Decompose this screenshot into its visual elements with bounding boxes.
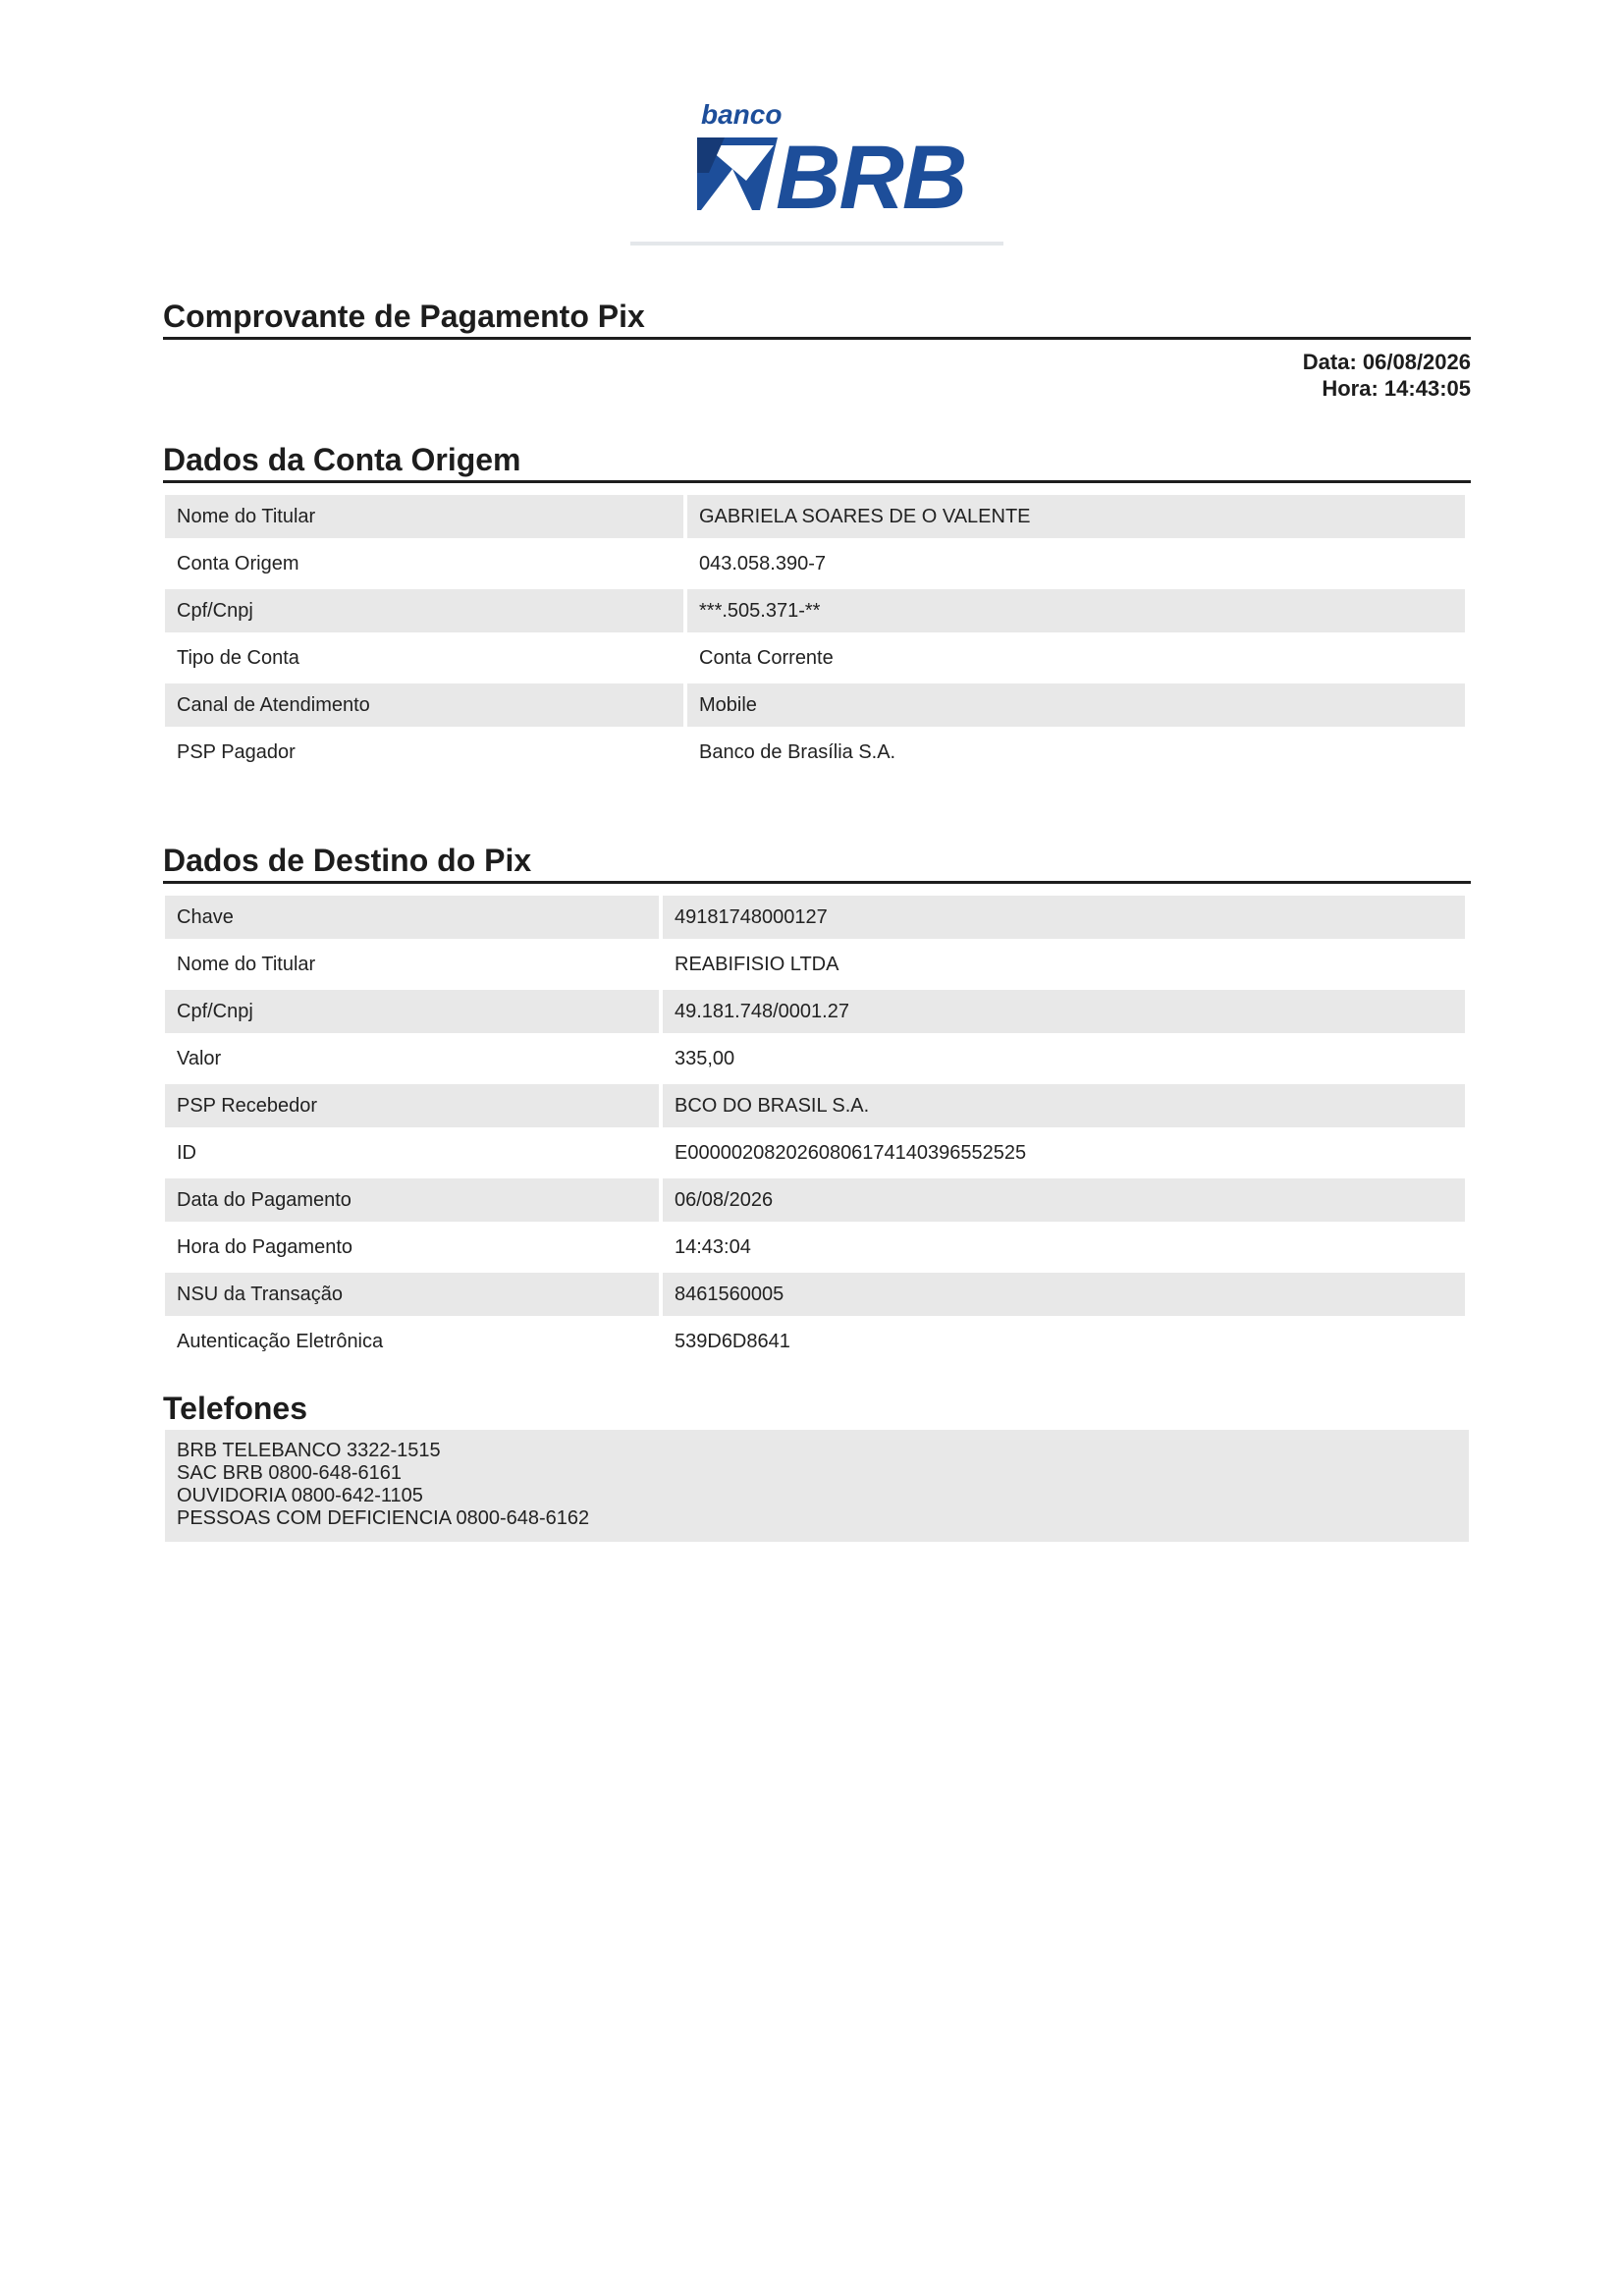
phone-line: PESSOAS COM DEFICIENCIA 0800-648-6162 <box>177 1507 590 1529</box>
row-label: Conta Origem <box>177 552 299 574</box>
row-value: GABRIELA SOARES DE O VALENTE <box>687 495 1465 538</box>
logo-brand-text: BRB <box>776 128 966 228</box>
row-label: Nome do Titular <box>177 953 316 975</box>
table-row <box>165 1037 1465 1080</box>
row-label: PSP Recebedor <box>165 1084 659 1127</box>
row-label: Cpf/Cnpj <box>165 589 683 632</box>
row-label: Canal de Atendimento <box>165 683 683 727</box>
row-label: PSP Pagador <box>177 740 296 763</box>
row-value: Banco de Brasília S.A. <box>699 740 896 763</box>
phone-line: SAC BRB 0800-648-6161 <box>177 1462 403 1484</box>
table-row <box>165 542 1465 585</box>
phone-line: BRB TELEBANCO 3322-1515 <box>177 1440 441 1461</box>
destination-section <box>163 841 1471 1367</box>
row-label: NSU da Transação <box>165 1273 659 1316</box>
table-row <box>165 943 1465 986</box>
table-row <box>165 636 1465 680</box>
issue-datetime <box>163 349 1471 402</box>
row-label: ID <box>177 1141 196 1164</box>
destination-table <box>161 892 1469 1367</box>
row-label: Hora do Pagamento <box>177 1235 353 1258</box>
origin-account-section <box>163 440 1471 778</box>
row-value: Conta Corrente <box>699 646 834 669</box>
table-row <box>165 990 1465 1033</box>
table-row <box>165 1320 1465 1363</box>
row-value: ***.505.371-** <box>687 589 1465 632</box>
origin-section-title: Dados da Conta Origem <box>163 440 1471 483</box>
row-value: BCO DO BRASIL S.A. <box>663 1084 1465 1127</box>
row-value: 335,00 <box>675 1047 735 1069</box>
origin-table <box>161 491 1469 778</box>
phones-section-title: Telefones <box>163 1391 307 1426</box>
phone-line: OUVIDORIA 0800-642-1105 <box>177 1485 423 1506</box>
issue-time: Hora: 14:43:05 <box>1322 376 1471 401</box>
phones-box <box>165 1430 1469 1542</box>
row-value: 14:43:04 <box>675 1235 751 1258</box>
phones-section <box>163 1391 1471 1542</box>
table-row <box>165 683 1465 727</box>
row-value: E0000020820260806174140396552525 <box>675 1141 1027 1164</box>
receipt-header <box>163 297 1471 402</box>
table-row <box>165 1084 1465 1127</box>
row-value: Mobile <box>687 683 1465 727</box>
brb-logo-graphic <box>630 94 1003 242</box>
logo-divider <box>630 242 1003 246</box>
row-label: Cpf/Cnpj <box>165 990 659 1033</box>
destination-section-title: Dados de Destino do Pix <box>163 841 1471 884</box>
table-row <box>165 1178 1465 1222</box>
row-label: Valor <box>177 1047 222 1069</box>
row-value: REABIFISIO LTDA <box>675 953 839 975</box>
row-label: Data do Pagamento <box>165 1178 659 1222</box>
row-value: 49.181.748/0001.27 <box>663 990 1465 1033</box>
table-row <box>165 1131 1465 1175</box>
row-label: Tipo de Conta <box>177 646 299 669</box>
table-row <box>165 495 1465 538</box>
row-label: Autenticação Eletrônica <box>177 1330 384 1352</box>
brb-logo <box>630 94 1003 247</box>
table-row <box>165 589 1465 632</box>
row-value: 06/08/2026 <box>663 1178 1465 1222</box>
table-row <box>165 731 1465 774</box>
logo-small-text: banco <box>701 99 783 130</box>
page-title: Comprovante de Pagamento Pix <box>163 297 1471 340</box>
table-row <box>165 1226 1465 1269</box>
issue-date: Data: 06/08/2026 <box>1302 350 1471 374</box>
table-row <box>165 896 1465 939</box>
row-value: 043.058.390-7 <box>699 552 827 574</box>
table-row <box>165 1273 1465 1316</box>
row-value: 8461560005 <box>663 1273 1465 1316</box>
row-label: Nome do Titular <box>165 495 683 538</box>
row-label: Chave <box>165 896 659 939</box>
row-value: 49181748000127 <box>663 896 1465 939</box>
row-value: 539D6D8641 <box>675 1330 790 1352</box>
